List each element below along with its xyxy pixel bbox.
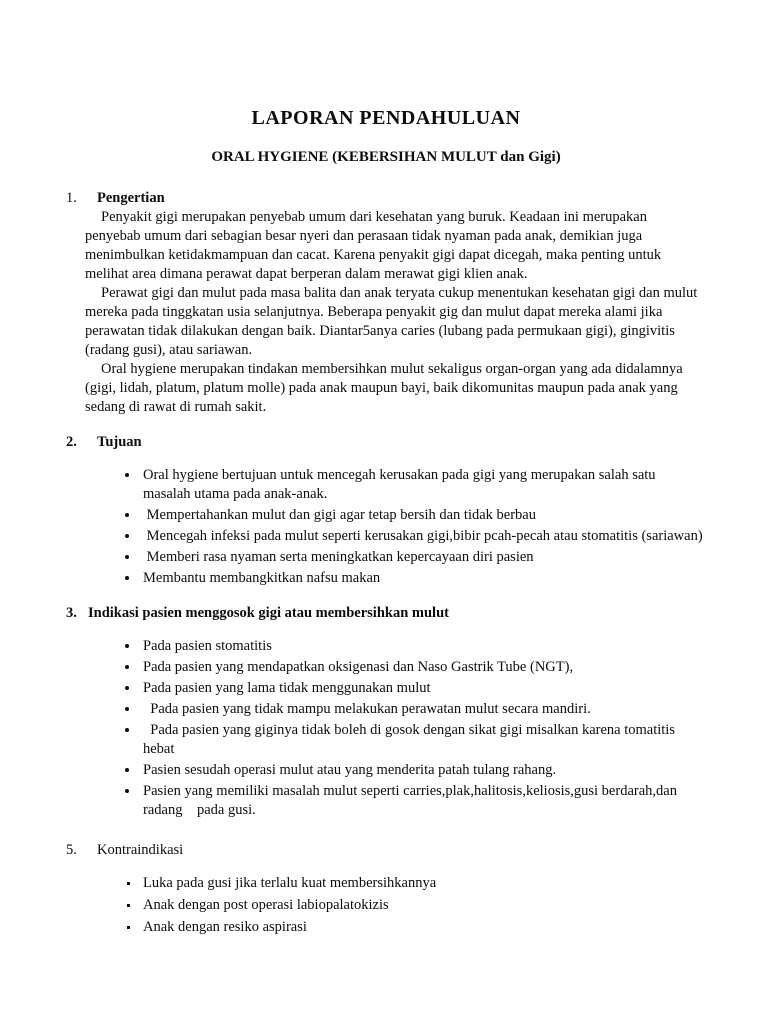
section-heading: Indikasi pasien menggosok gigi atau membersihkan mulut: [88, 605, 449, 621]
section-heading: Pengertian: [97, 190, 165, 206]
bullet-item: ▪ Anak dengan post operasi labiopalatokizis: [140, 896, 706, 915]
bullet-item: • Pasien sesudah operasi mulut atau yang menderita patah tulang rahang.: [140, 761, 706, 780]
bullet-item: • Mencegah infeksi pada mulut seperti kerusakan gigi,bibir pcah-pecah atau stomatitis (sariawan): [140, 527, 706, 546]
bullet-list: [85, 466, 706, 588]
bullet-item: • Pada pasien yang mendapatkan oksigenasi dan Naso Gastrik Tube (NGT),: [140, 658, 706, 677]
section-kontraindikasi: [66, 841, 706, 937]
bullet-item: • Mempertahankan mulut dan gigi agar tetap bersih dan tidak berbau: [140, 506, 706, 525]
section-heading: Tujuan: [97, 434, 142, 450]
bullet-item: • Pada pasien yang giginya tidak boleh di gosok dengan sikat gigi misalkan karena tomatitis hebat: [140, 721, 706, 759]
section-heading-row: [66, 841, 706, 860]
section-pengertian: [66, 189, 706, 417]
bullet-item: • Memberi rasa nyaman serta meningkatkan kepercayaan diri pasien: [140, 548, 706, 567]
section-body: [85, 208, 706, 417]
bullet-item: • Pasien yang memiliki masalah mulut seperti carries,plak,halitosis,keliosis,gusi berdarah,dan radang pada gusi.: [140, 782, 706, 820]
section-heading-row: [66, 433, 706, 452]
bullet-item: • Pada pasien yang tidak mampu melakukan perawatan mulut secara mandiri.: [140, 700, 706, 719]
bullet-item: • Pada pasien stomatitis: [140, 637, 706, 656]
section-heading: Kontraindikasi: [97, 842, 184, 858]
page-title: LAPORAN PENDAHULUAN: [251, 107, 521, 129]
section-heading-row: [66, 604, 706, 623]
page-subtitle: ORAL HYGIENE (KEBERSIHAN MULUT dan Gigi): [211, 149, 561, 165]
bullet-item: • Membantu membangkitkan nafsu makan: [140, 569, 706, 588]
section-number: 3.: [66, 605, 77, 621]
bullet-list: [85, 874, 706, 937]
bullet-item: ▪ Luka pada gusi jika terlalu kuat membersihkannya: [140, 874, 706, 893]
bullet-list: [85, 637, 706, 820]
section-tujuan: [66, 433, 706, 588]
section-number: 2.: [66, 434, 77, 450]
paragraph: Penyakit gigi merupakan penyebab umum dari kesehatan yang buruk. Keadaan ini merupakan penyebab umum dari sebagian besar nyeri dan perasaan tidak nyaman pada anak, demikian juga menimbulkan ketidakmampuan dan cacat. Karena penyakit gigi dapat dicegah, maka penting untuk melihat area dimana perawat dapat berperan dalam merawat gigi klien anak.: [85, 209, 662, 282]
section-number: 5.: [66, 842, 77, 858]
paragraph: Perawat gigi dan mulut pada masa balita dan anak teryata cukup menentukan kesehatan gigi dan mulut mereka pada tinggkatan usia selanjutnya. Beberapa penyakit gig dan mulut dapat mereka alami jika perawatan tidak dilakukan dengan baik. Diantar5anya caries (lubang pada permukaan gigi), gingivitis (radang gusi), atau sariawan.: [85, 285, 698, 358]
section-heading-row: [66, 189, 706, 208]
bullet-item: ▪ Anak dengan resiko aspirasi: [140, 918, 706, 937]
paragraph: Oral hygiene merupakan tindakan membersihkan mulut sekaligus organ-organ yang ada didalamnya (gigi, lidah, platum, platum molle) pada anak maupun bayi, baik dikomunitas maupun pada anak yang sedang di rawat di rumah sakit.: [85, 361, 683, 415]
bullet-item: • Oral hygiene bertujuan untuk mencegah kerusakan pada gigi yang merupakan salah satu masalah utama pada anak-anak.: [140, 466, 706, 504]
section-indikasi: [66, 604, 706, 820]
bullet-item: • Pada pasien yang lama tidak menggunakan mulut: [140, 679, 706, 698]
section-number: 1.: [66, 190, 77, 206]
